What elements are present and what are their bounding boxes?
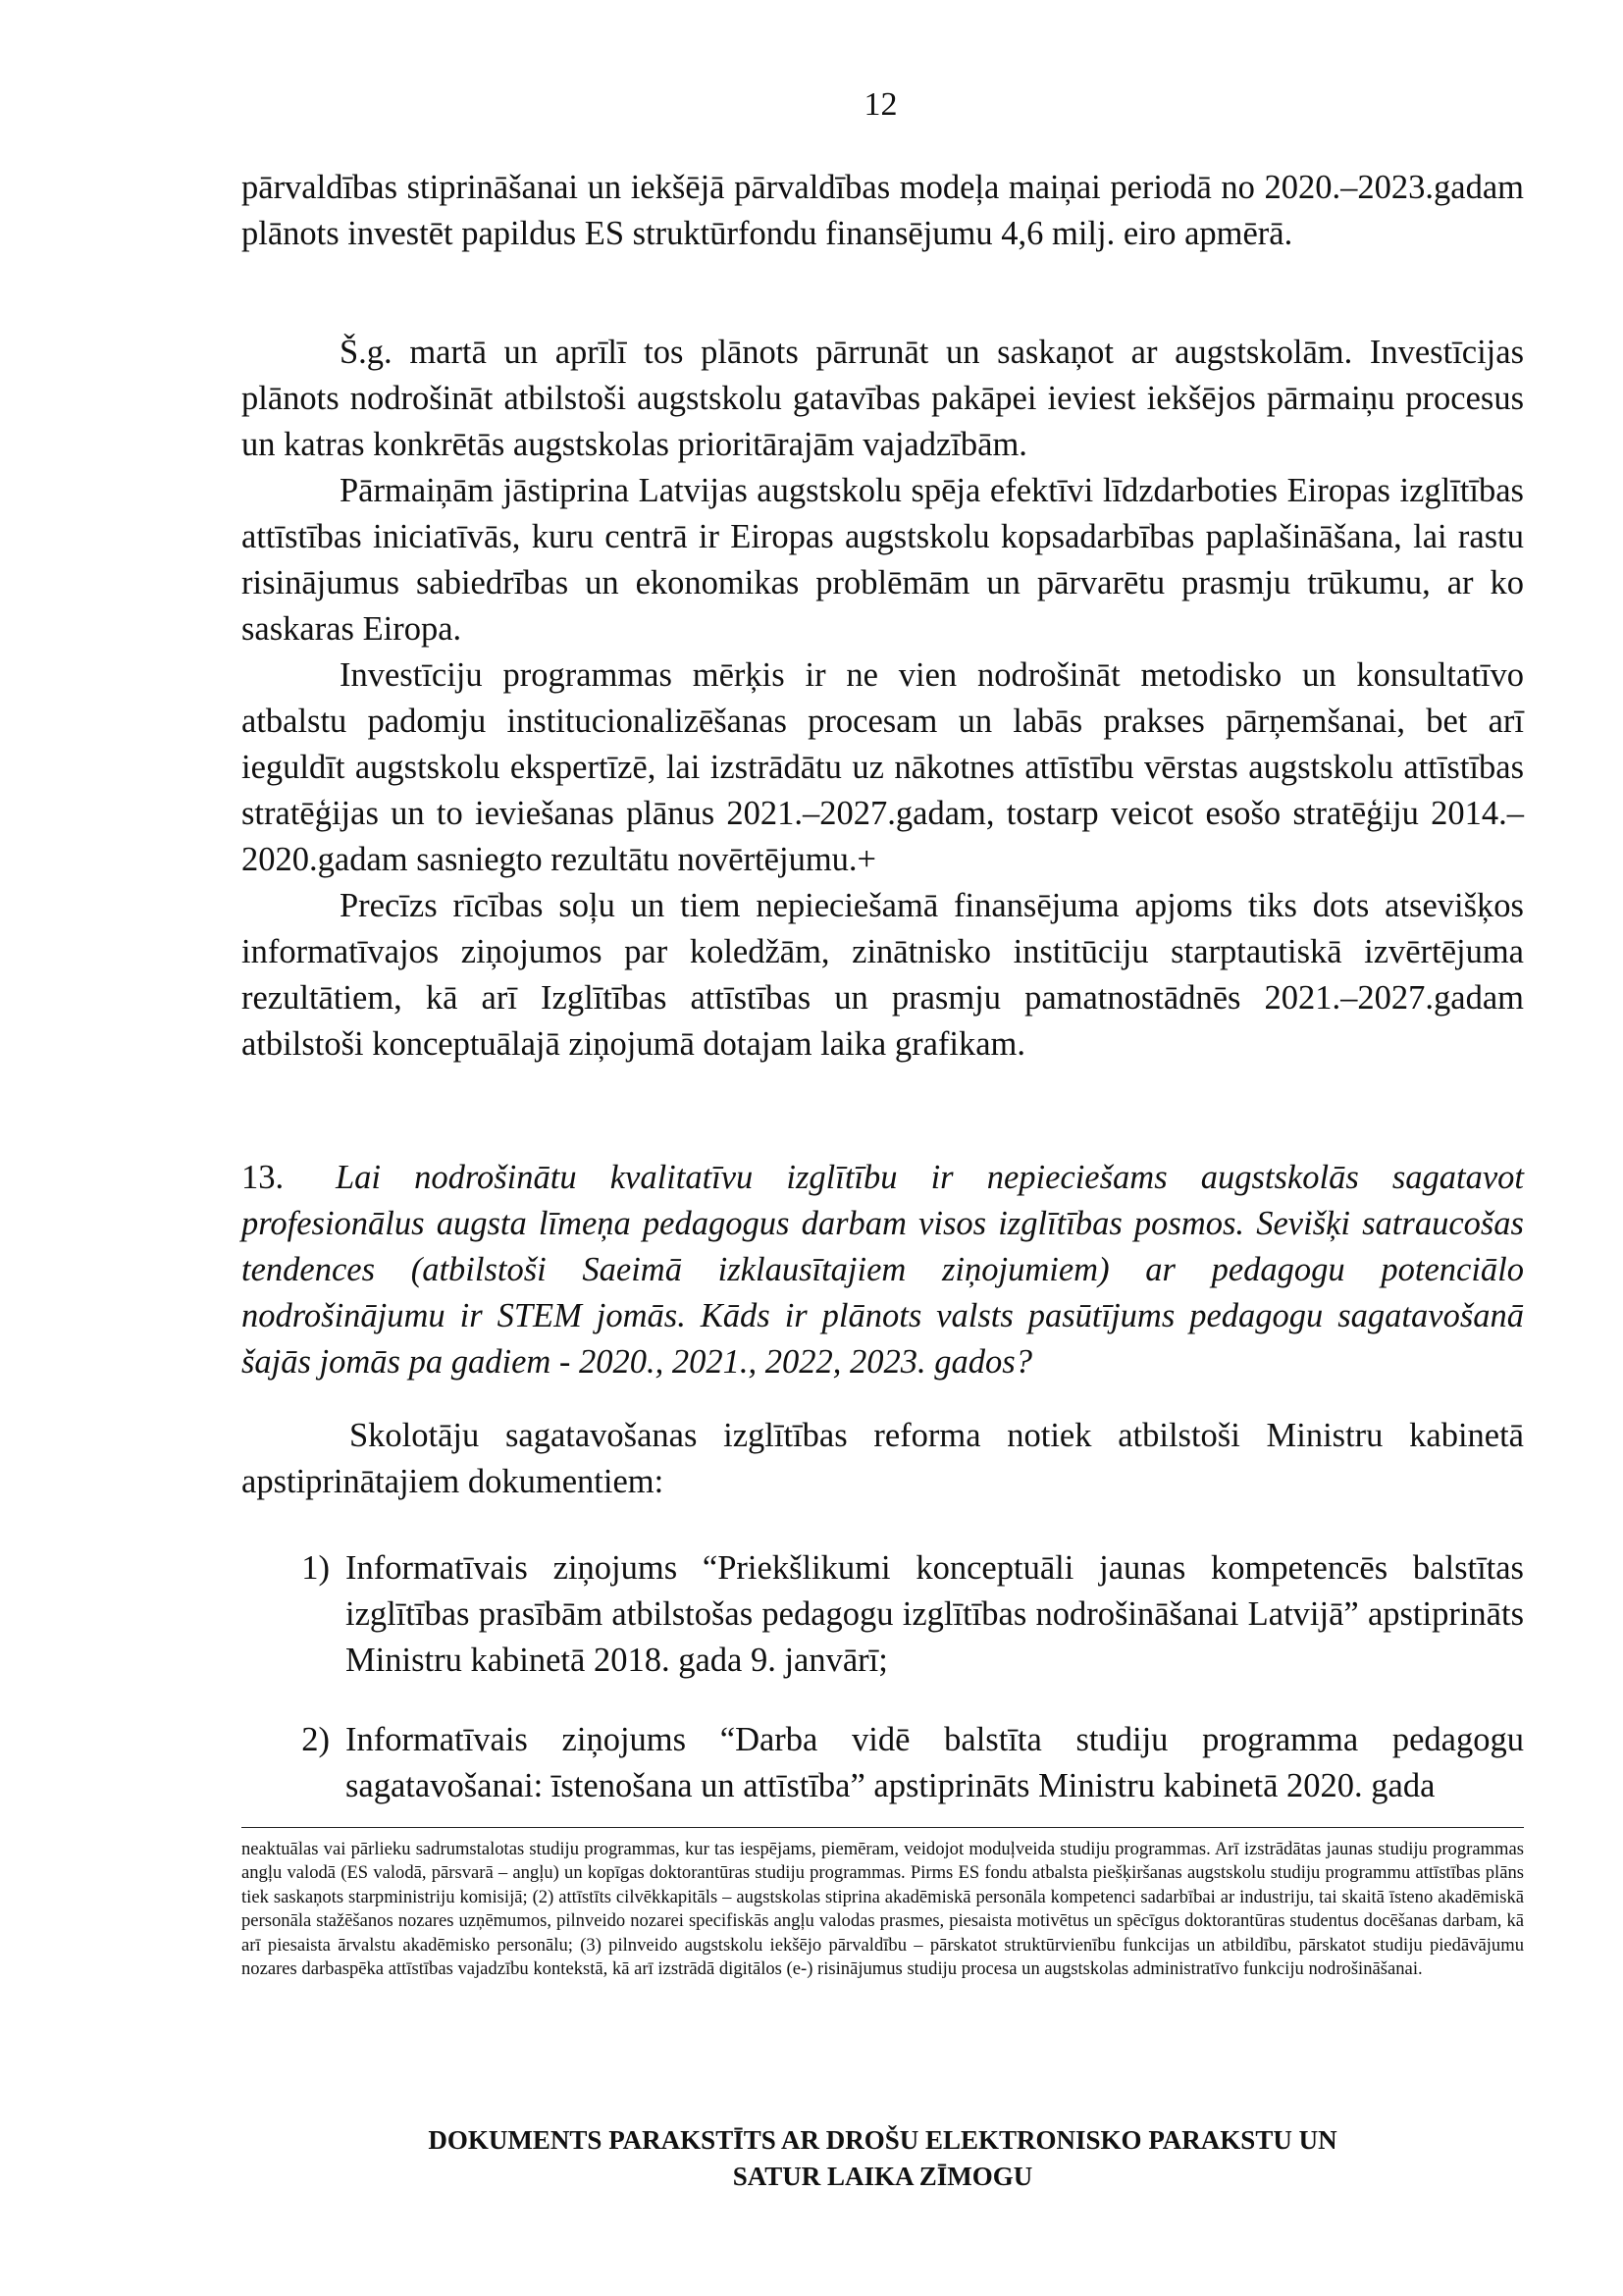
paragraph: Pārmaiņām jāstiprina Latvijas augstskolu spēja efektīvi līdzdarboties Eiropas izglītības attīstības iniciatīvās, kuru centrā ir Eiropas augstskolu kopsadarbības paplašināšana, lai rastu risinājumus sabiedrības un ekonomikas problēmām un pārvarētu prasmju trūkumu, ar ko saskaras Eiropa. (241, 472, 1524, 648)
footnote-divider (241, 1827, 1524, 1828)
document-list (241, 1545, 1524, 1843)
paragraph: Precīzs rīcības soļu un tiem nepieciešamā finansējuma apjoms tiks dots atsevišķos informatīvajos ziņojumos par koledžām, zinātnisko institūciju starptautiskā izvērtējuma rezultātiem, kā arī Izglītības attīstības un prasmju pamatnostādnēs 2021.–2027.gadam atbilstoši konceptuālajā ziņojumā dotajam laika grafikam. (241, 887, 1524, 1063)
list-item (241, 1545, 1524, 1684)
question-block (241, 1155, 1524, 1385)
footnote: neaktuālas vai pārlieku sadrumstalotas studiju programmas, kur tas iespējams, piemēram, veidojot moduļveida studiju programmas. Arī izstrādātas jaunas studiju programmas angļu valodā (ES valodā, pārsvarā – angļu) un kopīgas doktorantūras studiju programmas. Pirms ES fondu atbalsta piešķiršanas augstskolu studiju programmu attīstības plāns tiek saskaņots starpministriju komisijā; (2) attīstīts cilvēkkapitāls – augstskolas stiprina akadēmiskā personāla kompetenci sadarbībai ar industriju, tai skaitā īsteno akadēmiskā personāla stažēšanos nozares uzņēmumos, pilnveido nozarei specifiskās angļu valodas prasmes, piesaista motivētus un spēcīgus doktorantūras studentus docēšanas darbam, kā arī piesaista ārvalstu akadēmisko personālu; (3) pilnveido augstskolu iekšējo pārvaldību – pārskatot struktūrvienību funkcijas un atbildību, pārskatot studiju piedāvājumu nozares darbaspēka attīstības vajadzību kontekstā, kā arī izstrādā digitālos (e-) risinājumus studiju procesa un augstskolas administratīvo funkciju nodrošināšanai. (241, 1839, 1524, 1980)
paragraph: pārvaldības stiprināšanai un iekšējā pārvaldības modeļa maiņai periodā no 2020.–2023.gadam plānots investēt papildus ES struktūrfondu finansējumu 4,6 milj. eiro apmērā. (241, 169, 1524, 252)
list-item-text: Informatīvais ziņojums “Darba vidē balstīta studiju programma pedagogu sagatavošanai: īstenošana un attīstība” apstiprināts Ministru kabinetā 2020. gada (345, 1721, 1524, 1804)
question-text: Lai nodrošinātu kvalitatīvu izglītību ir nepieciešams augstskolās sagatavot profesionālus augsta līmeņa pedagogus darbam visos izglītības posmos. Sevišķi satraucošas tendences (atbilstoši Saeimā izklausītajiem ziņojumiem) ar pedagogu potenciālo nodrošinājumu ir STEM jomās. Kāds ir plānots valsts pasūtījums pedagogu sagatavošanā šajās jomās pa gadiem - 2020., 2021., 2022, 2023. gados? (241, 1159, 1524, 1381)
signature-stamp (241, 2122, 1524, 2195)
list-item (241, 1717, 1524, 1809)
answer-intro: Skolotāju sagatavošanas izglītības reforma notiek atbilstoši Ministru kabinetā apstiprinātajiem dokumentiem: (241, 1417, 1524, 1500)
question-number: 13. (241, 1159, 285, 1196)
list-item-text: Informatīvais ziņojums “Priekšlikumi konceptuāli jaunas kompetencēs balstītas izglītības prasībām atbilstošas pedagogu izglītības nodrošināšanai Latvijā” apstiprināts Ministru kabinetā 2018. gada 9. janvārī; (345, 1549, 1524, 1679)
body-section (241, 330, 1524, 1068)
stamp-line: DOKUMENTS PARAKSTĪTS AR DROŠU ELEKTRONISKO PARAKSTU UN (428, 2125, 1337, 2155)
list-marker: 1) (301, 1549, 330, 1587)
stamp-line: SATUR LAIKA ZĪMOGU (732, 2162, 1033, 2191)
paragraph: Investīciju programmas mērķis ir ne vien nodrošināt metodisko un konsultatīvo atbalstu padomju institucionalizēšanas procesam un labās prakses pārņemšanai, bet arī ieguldīt augstskolu ekspertīzē, lai izstrādātu uz nākotnes attīstību vērstas augstskolu attīstības stratēģijas un to ieviešanas plānus 2021.–2027.gadam, tostarp veicot esošo stratēģiju 2014.–2020.gadam sasniegto rezultātu novērtējumu.+ (241, 656, 1524, 878)
paragraph: Š.g. martā un aprīlī tos plānots pārrunāt un saskaņot ar augstskolām. Investīcijas plānots nodrošināt atbilstoši augstskolu gatavības pakāpei ieviest iekšējos pārmaiņu procesus un katras konkrētās augstskolas prioritārajām vajadzībām. (241, 334, 1524, 463)
page-number: 12 (864, 86, 898, 123)
paragraph-continuation (241, 165, 1524, 257)
list-marker: 2) (301, 1721, 330, 1758)
